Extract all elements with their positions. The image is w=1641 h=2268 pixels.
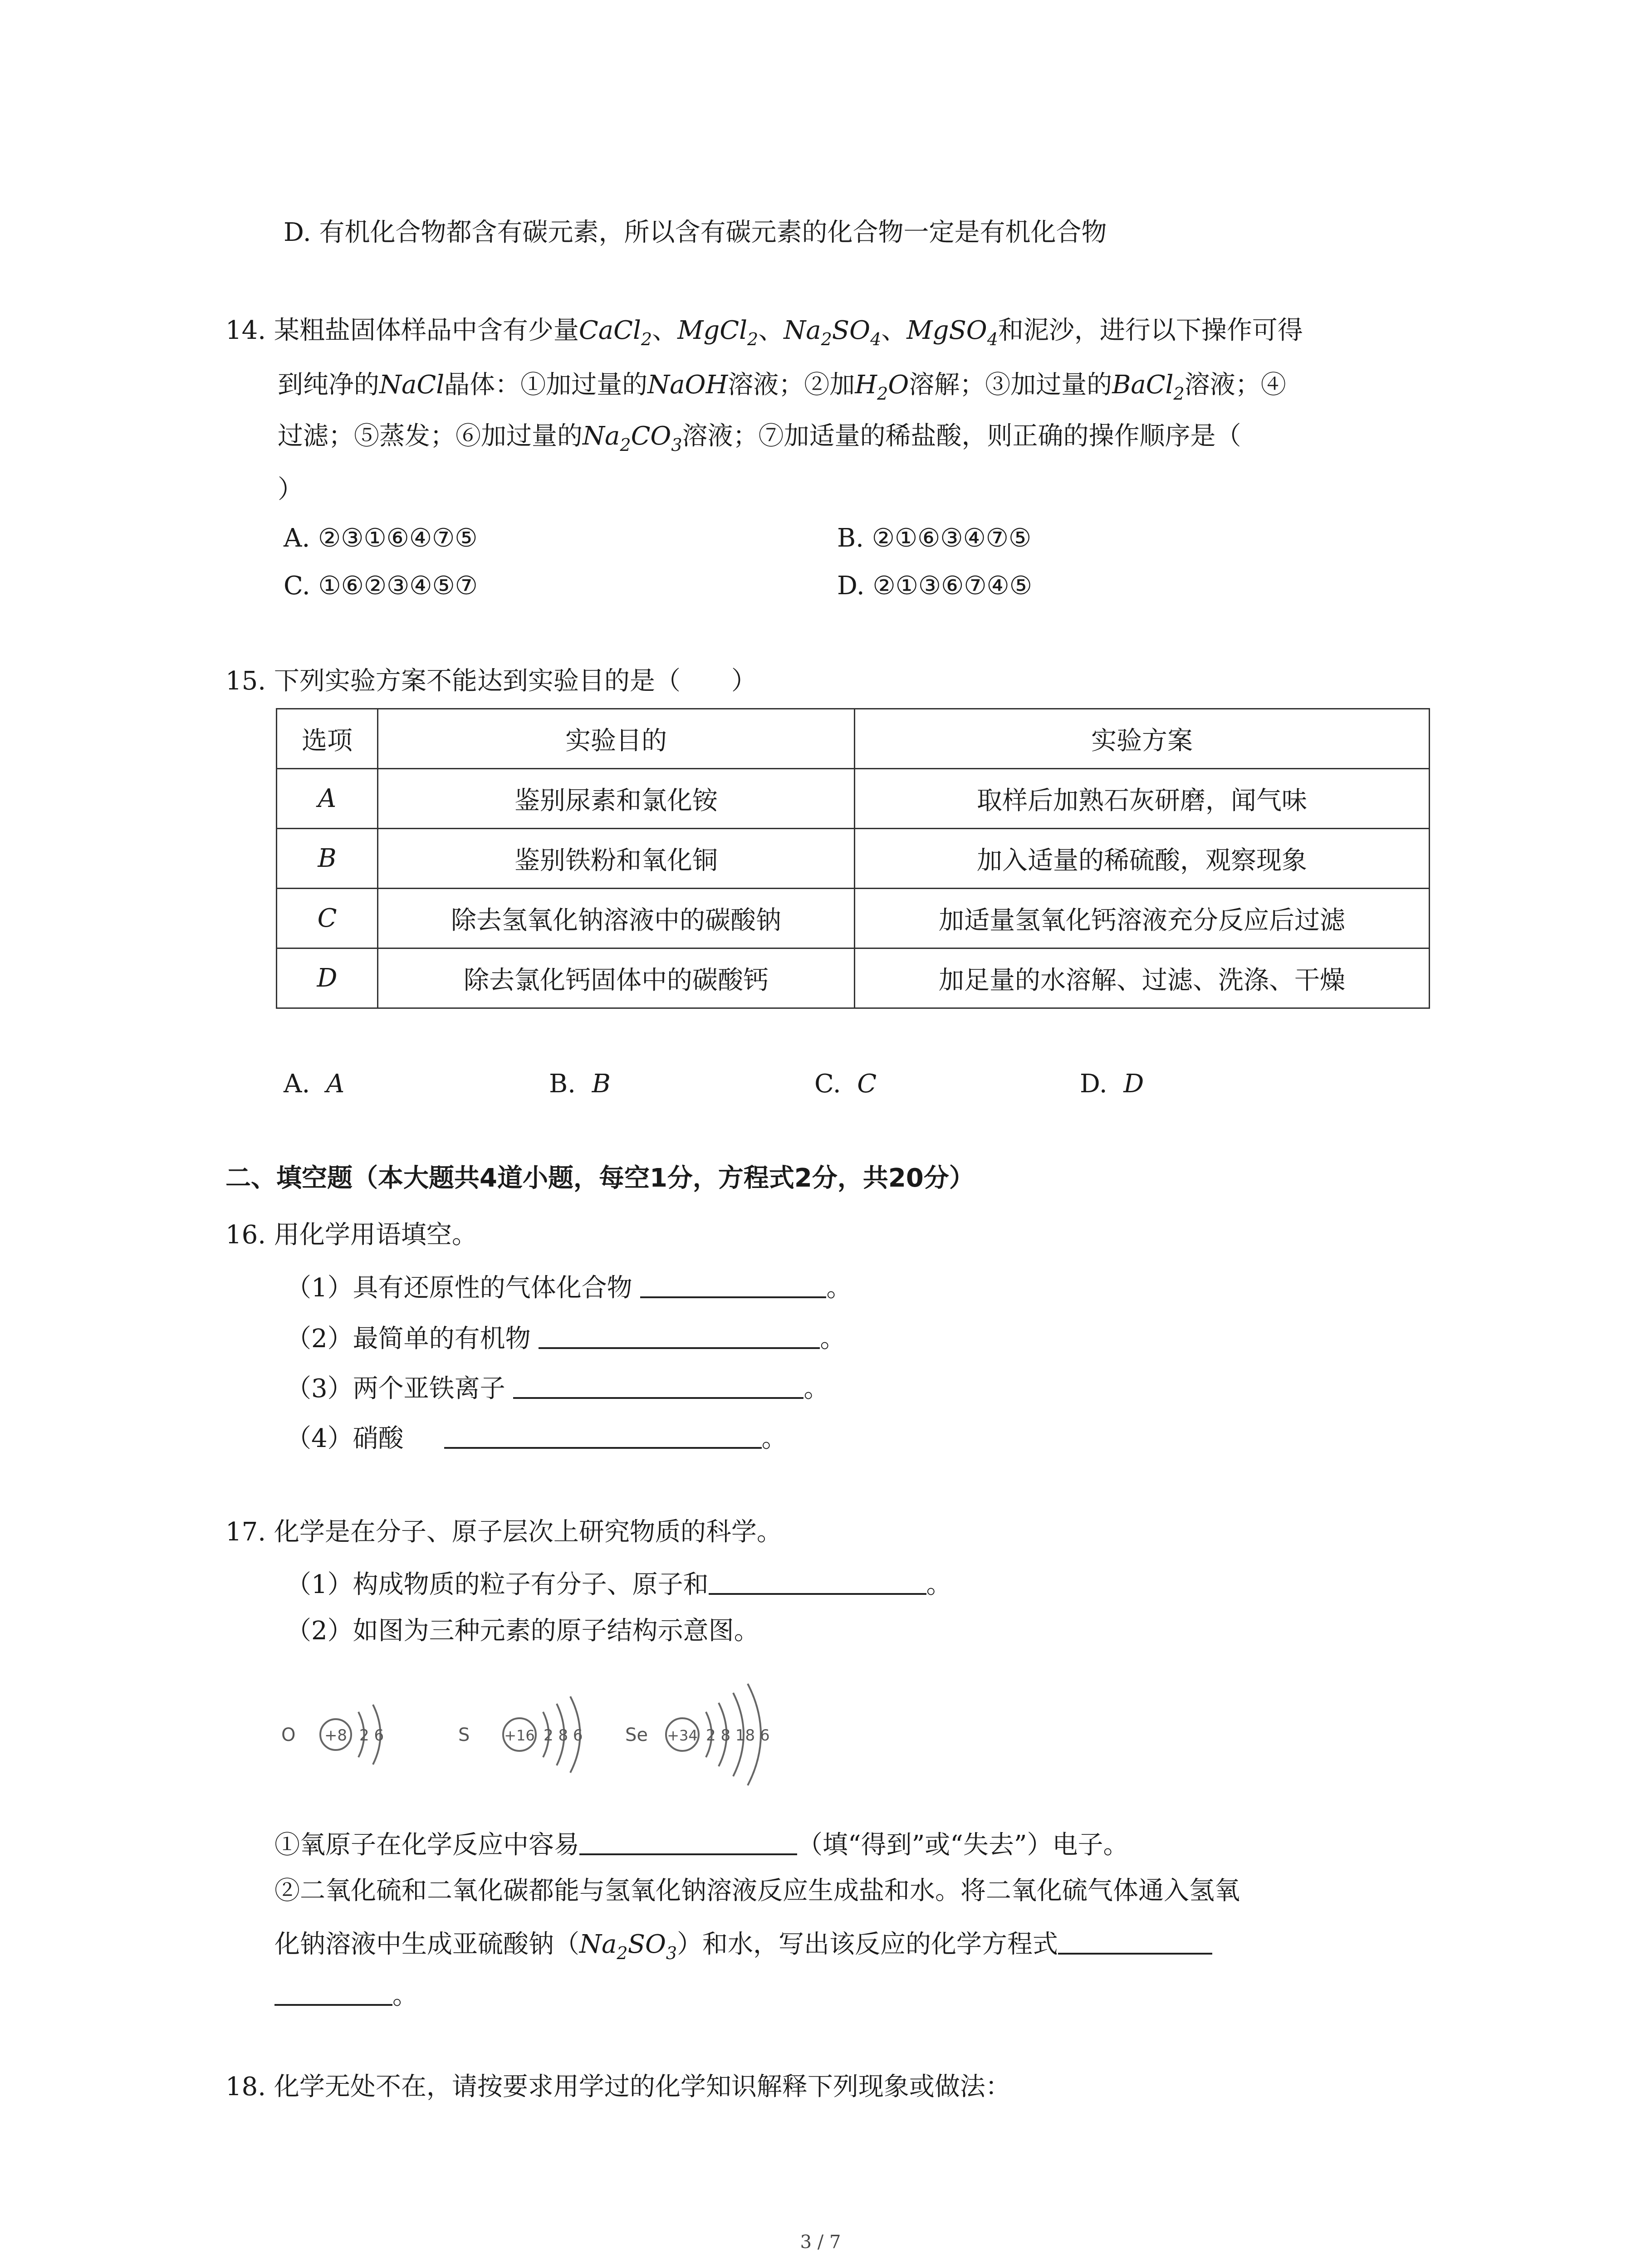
q14-line-2: 到纯净的NaCl晶体：①加过量的NaOH溶液；②加$H_2O$溶解；③加过量的BaCl$_2$溶液；④ bbox=[278, 370, 1286, 404]
table-cell: 除去氯化钙固体中的碳酸钙 bbox=[378, 948, 855, 1008]
table-row bbox=[277, 769, 1430, 829]
answer-blank[interactable] bbox=[579, 1825, 797, 1855]
q14-option-a: A. ②③①⑥④⑦⑤ bbox=[284, 523, 478, 553]
q14-line-4: ） bbox=[278, 475, 303, 504]
q14-number: 14. bbox=[225, 316, 266, 345]
table-row bbox=[277, 948, 1430, 1008]
q15-option-a: A. A bbox=[284, 1069, 345, 1099]
answer-blank[interactable] bbox=[1058, 1925, 1212, 1955]
q17-subq-1: ①氧原子在化学反应中容易 （填“得到”或“失去”）电子。 bbox=[274, 1825, 1129, 1862]
sulfur-atom-diagram bbox=[458, 1674, 631, 1792]
answer-blank[interactable] bbox=[513, 1369, 803, 1399]
q15-option-b: B. B bbox=[549, 1069, 611, 1099]
answer-blank[interactable] bbox=[709, 1565, 926, 1595]
shell-electrons: 2 8 18 6 bbox=[706, 1726, 770, 1745]
shell-electrons: 2 6 bbox=[359, 1726, 384, 1745]
table-cell: 鉴别铁粉和氧化铜 bbox=[378, 829, 855, 889]
atom-symbol: Se bbox=[625, 1725, 648, 1745]
q15-option-d: D. D bbox=[1080, 1069, 1144, 1099]
table-cell: 加适量氢氧化钙溶液充分反应后过滤 bbox=[855, 889, 1430, 948]
table-cell: 除去氢氧化钠溶液中的碳酸钠 bbox=[378, 889, 855, 948]
table-row bbox=[277, 889, 1430, 948]
nucleus-charge: +16 bbox=[504, 1727, 535, 1744]
q14-option-d: D. ②①③⑥⑦④⑤ bbox=[837, 571, 1032, 601]
formula-nacl: NaCl bbox=[379, 370, 445, 400]
formula-mgso4: MgSO$_4$ bbox=[906, 316, 998, 349]
q14-option-c: C. ①⑥②③④⑤⑦ bbox=[284, 571, 478, 601]
selenium-atom-diagram bbox=[622, 1674, 821, 1792]
q17-subq-2-line-3: 。 bbox=[274, 1976, 418, 2012]
q17-part-1: （1）构成物质的粒子有分子、原子和 。 bbox=[286, 1565, 952, 1601]
atom-symbol: S bbox=[458, 1725, 470, 1745]
q18-stem: 18. 化学无处不在，请按要求用学过的化学知识解释下列现象或做法： bbox=[225, 2072, 1011, 2102]
formula-na2so3: $Na_2SO_3$ bbox=[579, 1930, 677, 1963]
formula-cacl2: CaCl$_2$ bbox=[578, 316, 652, 349]
q17-stem: 17. 化学是在分子、原子层次上研究物质的科学。 bbox=[225, 1517, 782, 1547]
q14-line-1: 14. 某粗盐固体样品中含有少量CaCl$_2$、MgCl$_2$、$Na_2SO_4$、MgSO$_4$和泥沙，进行以下操作可得 bbox=[225, 316, 1303, 349]
shell-electrons: 2 8 6 bbox=[544, 1726, 583, 1745]
q17-part-2: （2）如图为三种元素的原子结构示意图。 bbox=[286, 1616, 759, 1646]
table-header: 实验目的 bbox=[378, 709, 855, 769]
q16-item-1: （1）具有还原性的气体化合物 。 bbox=[286, 1268, 852, 1305]
q15-option-c: C. C bbox=[814, 1069, 877, 1099]
table-cell: D bbox=[277, 948, 378, 1008]
atom-symbol: O bbox=[281, 1725, 296, 1745]
oxygen-atom-diagram bbox=[272, 1674, 408, 1792]
table-cell: 加入适量的稀硫酸，观察现象 bbox=[855, 829, 1430, 889]
table-row bbox=[277, 829, 1430, 889]
formula-h2o: $H_2O$ bbox=[855, 370, 909, 404]
answer-blank[interactable] bbox=[444, 1419, 762, 1449]
q17-subq-2-line-1: ②二氧化硫和二氧化碳都能与氢氧化钠溶液反应生成盐和水。将二氧化硫气体通入氢氧 bbox=[274, 1876, 1240, 1906]
formula-na2so4: $Na_2SO_4$ bbox=[784, 316, 882, 349]
page-number: 3 / 7 bbox=[800, 2232, 841, 2253]
q16-item-3: （3）两个亚铁离子 。 bbox=[286, 1369, 829, 1405]
table-cell: 取样后加熟石灰研磨，闻气味 bbox=[855, 769, 1430, 829]
table-cell: C bbox=[277, 889, 378, 948]
nucleus-charge: +8 bbox=[324, 1726, 348, 1745]
table-header-row bbox=[277, 709, 1430, 769]
q16-item-2: （2）最简单的有机物 。 bbox=[286, 1319, 845, 1355]
q14-line-3: 过滤；⑤蒸发；⑥加过量的$Na_2CO_3$溶液；⑦加适量的稀盐酸，则正确的操作顺序是（ bbox=[278, 421, 1241, 455]
table-cell: 加足量的水溶解、过滤、洗涤、干燥 bbox=[855, 948, 1430, 1008]
nucleus-charge: +34 bbox=[667, 1727, 698, 1744]
q15-experiment-table bbox=[276, 708, 1430, 1009]
q16-stem: 16. 用化学用语填空。 bbox=[225, 1220, 477, 1250]
table-header: 选项 bbox=[277, 709, 378, 769]
table-cell: B bbox=[277, 829, 378, 889]
q17-subq-2-line-2: 化钠溶液中生成亚硫酸钠$(Na_2SO_3)$和水，写出该反应的化学方程式 bbox=[274, 1925, 1212, 1961]
table-cell: A bbox=[277, 769, 378, 829]
q15-stem: 15. 下列实验方案不能达到实验目的是（ ） bbox=[225, 666, 757, 696]
q14-option-b: B. ②①⑥③④⑦⑤ bbox=[837, 523, 1032, 553]
formula-mgcl2: MgCl$_2$ bbox=[677, 316, 759, 349]
formula-naoh: NaOH bbox=[647, 370, 728, 400]
formula-bacl2: BaCl$_2$ bbox=[1112, 370, 1185, 404]
formula-na2co3: $Na_2CO_3$ bbox=[583, 421, 682, 455]
answer-blank[interactable] bbox=[539, 1319, 820, 1349]
answer-blank[interactable] bbox=[274, 1976, 392, 2006]
q13-option-d: D. 有机化合物都含有碳元素，所以含有碳元素的化合物一定是有机化合物 bbox=[284, 218, 1107, 247]
answer-blank[interactable] bbox=[640, 1268, 826, 1298]
section-title: 二、填空题（本大题共4道小题，每空1分，方程式2分，共20分） bbox=[225, 1163, 975, 1193]
table-header: 实验方案 bbox=[855, 709, 1430, 769]
q16-item-4: （4）硝酸 。 bbox=[286, 1419, 787, 1455]
table-cell: 鉴别尿素和氯化铵 bbox=[378, 769, 855, 829]
